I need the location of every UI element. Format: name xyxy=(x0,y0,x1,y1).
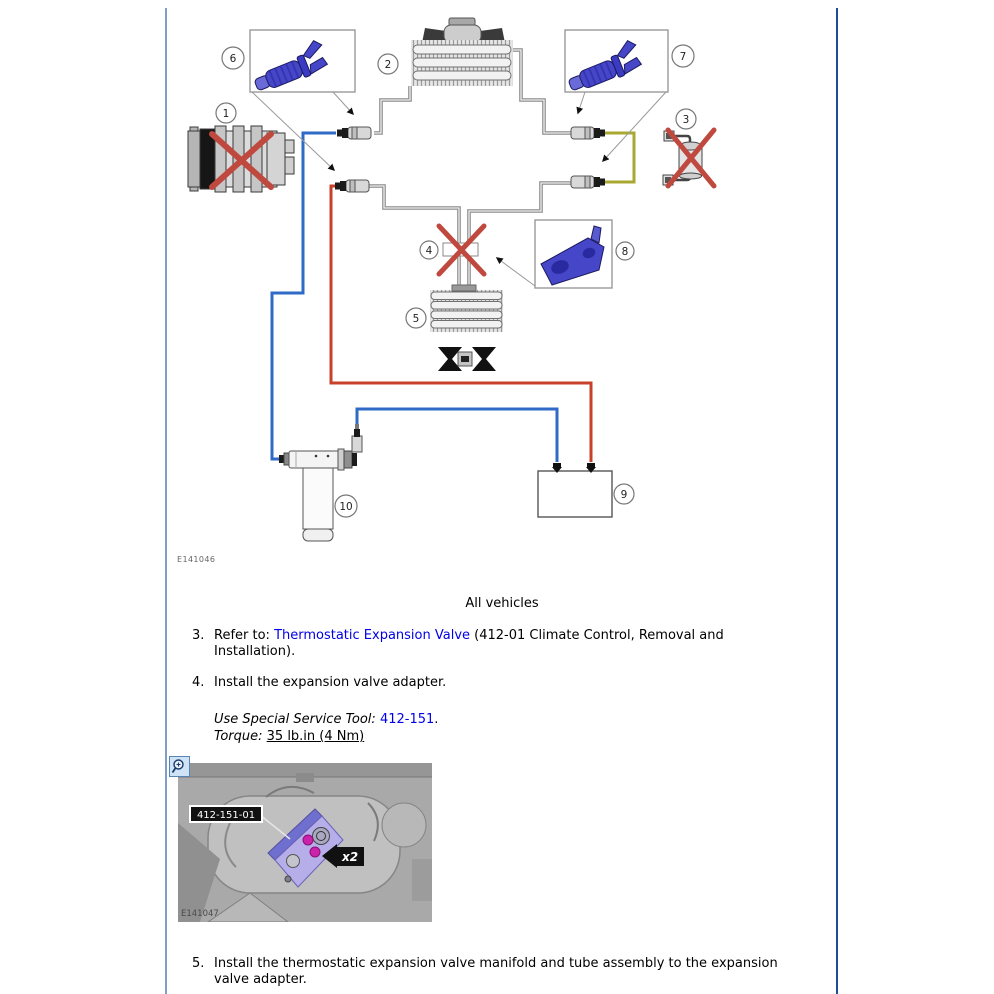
adapter-install-photo xyxy=(178,763,432,922)
ac-system-diagram xyxy=(160,5,840,575)
callout-10 xyxy=(335,495,357,517)
svg-text:8: 8 xyxy=(621,246,629,258)
svg-text:7: 7 xyxy=(679,51,687,63)
special-service-tool-line: Use Special Service Tool: 412-151. xyxy=(214,712,439,727)
svg-text:2: 2 xyxy=(384,59,392,71)
step-3-text: Refer to: Thermostatic Expansion Valve (412-01 Climate Control, Removal and Installation). xyxy=(214,628,724,659)
step-3 xyxy=(192,628,762,660)
enlarge-image-icon[interactable] xyxy=(169,756,190,777)
service-tool-note xyxy=(214,711,438,745)
tool-id-label xyxy=(190,806,262,822)
step-4 xyxy=(192,675,792,691)
evaporator-image xyxy=(430,285,503,371)
svg-text:3: 3 xyxy=(682,114,690,126)
service-unit-image xyxy=(538,463,612,517)
callout-6 xyxy=(222,47,244,69)
figure1-id-label: E141046 xyxy=(177,555,216,564)
step-5 xyxy=(192,956,817,988)
callout-2 xyxy=(378,54,398,74)
callout-9 xyxy=(614,484,634,504)
svg-text:10: 10 xyxy=(339,501,353,513)
step-3-number: 3. xyxy=(192,628,205,643)
callout-4 xyxy=(420,241,438,259)
svg-text:9: 9 xyxy=(620,489,628,501)
svg-text:412-151-01: 412-151-01 xyxy=(196,810,256,821)
torque-value: 35 lb.in (4 Nm) xyxy=(266,729,365,744)
inset-box-6 xyxy=(249,30,355,96)
thermostatic-expansion-valve-link[interactable]: Thermostatic Expansion Valve xyxy=(274,628,471,643)
step-4-number: 4. xyxy=(192,675,205,690)
callout-7 xyxy=(672,45,694,67)
condenser-image xyxy=(411,18,513,86)
filter-drier-image xyxy=(279,424,362,541)
bypass-line-yellow xyxy=(605,133,634,182)
inset-box-7 xyxy=(563,30,668,96)
figure2-id-label: E141047 xyxy=(181,909,219,919)
torque-line: Torque: 35 lb.in (4 Nm) xyxy=(214,729,365,744)
bolt-marker-1 xyxy=(303,835,313,845)
step-4-text: Install the expansion valve adapter. xyxy=(214,675,447,690)
section-header: All vehicles xyxy=(465,596,539,611)
svg-text:6: 6 xyxy=(229,53,237,65)
svg-text:x2: x2 xyxy=(341,850,359,864)
callout-3 xyxy=(676,109,696,129)
muffler-image xyxy=(663,131,702,185)
callout-8 xyxy=(616,242,634,260)
svg-text:4: 4 xyxy=(425,245,433,257)
callout-1 xyxy=(216,103,236,123)
svg-text:5: 5 xyxy=(412,313,420,325)
step-5-text: Install the thermostatic expansion valve manifold and tube assembly to the expansion valve adapter. xyxy=(214,956,778,987)
bolt-marker-2 xyxy=(310,847,320,857)
low-side-line-blue xyxy=(357,409,557,462)
svg-text:1: 1 xyxy=(222,108,230,120)
step-5-number: 5. xyxy=(192,956,205,971)
inset-box-8 xyxy=(535,220,612,288)
service-tool-link[interactable]: 412-151 xyxy=(379,712,435,727)
callout-5 xyxy=(406,308,426,328)
